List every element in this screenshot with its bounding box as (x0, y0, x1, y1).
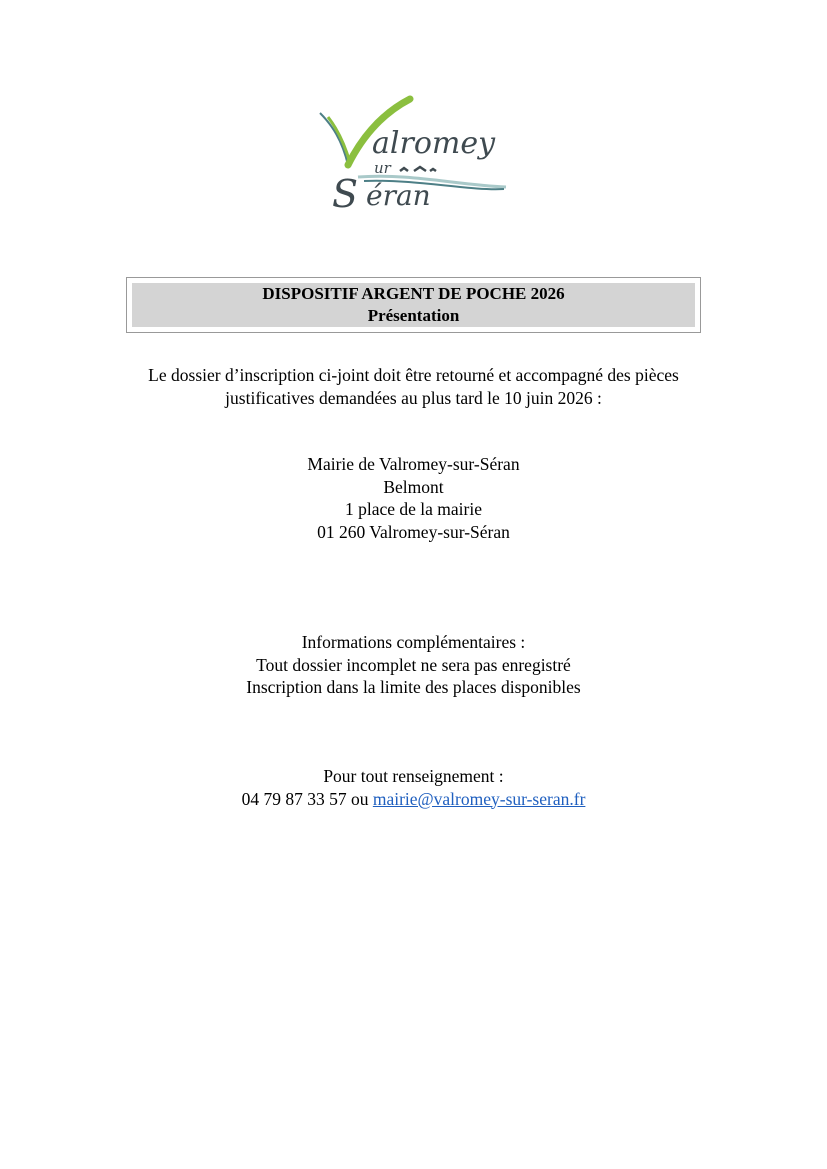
document-subtitle: Présentation (367, 306, 460, 325)
valromey-logo (318, 95, 510, 215)
address-line-2: Belmont (383, 476, 444, 497)
address-block (0, 453, 827, 543)
logo-village-icon (400, 167, 436, 171)
info-line-2: Inscription dans la limite des places disponibles (246, 677, 581, 697)
logo-word-valromey: alromey (372, 126, 496, 161)
info-heading: Informations complémentaires : (301, 632, 526, 652)
document-title: DISPOSITIF ARGENT DE POCHE 2026 (262, 284, 565, 303)
contact-heading: Pour tout renseignement : (323, 766, 504, 786)
intro-paragraph (0, 364, 827, 409)
intro-line-1: Le dossier d’inscription ci-joint doit être retourné et accompagné des pièces (148, 365, 679, 385)
address-line-1: Mairie de Valromey-sur-Séran (307, 454, 520, 474)
contact-phone: 04 79 87 33 57 ou (241, 788, 373, 809)
logo-letter-s: S (332, 172, 359, 215)
address-line-3: 1 place de la mairie (344, 499, 482, 519)
logo-word-sur: ur (374, 159, 391, 177)
title-box (126, 277, 701, 333)
address-line-4: 01 260 Valromey-sur-Séran (317, 521, 510, 542)
contact-line (0, 788, 827, 811)
title-banner (132, 283, 695, 327)
intro-line-2: justificatives demandées au plus tard le 10 juin 2026 : (225, 387, 602, 408)
contact-email-link[interactable]: mairie@valromey-sur-seran.fr (372, 788, 586, 809)
info-block (0, 631, 827, 699)
contact-block (0, 765, 827, 810)
logo-word-seran: éran (366, 179, 431, 212)
info-line-1: Tout dossier incomplet ne sera pas enregistré (256, 654, 571, 675)
logo-v-left-stroke (320, 113, 348, 165)
